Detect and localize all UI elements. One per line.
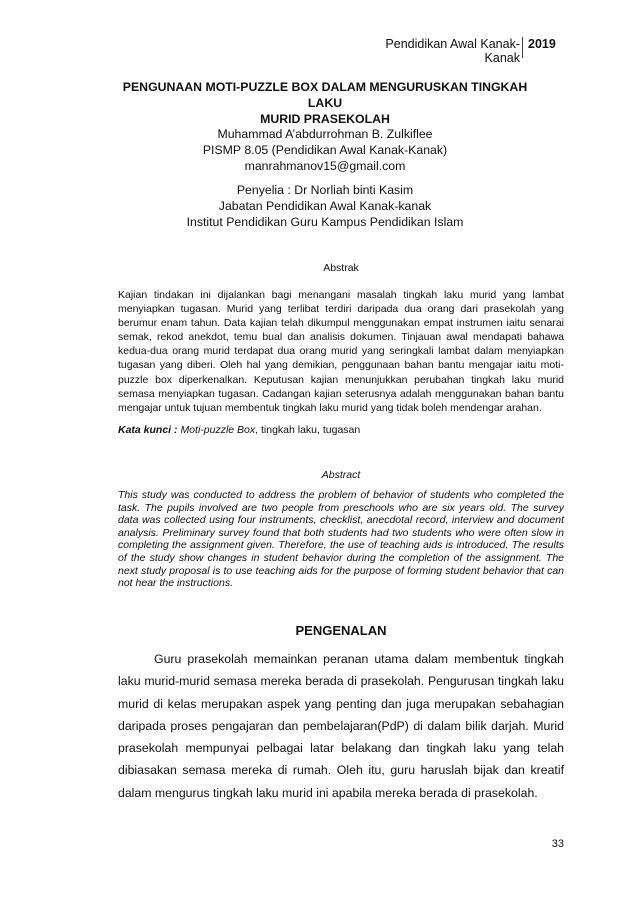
supervisor-block xyxy=(110,182,540,230)
paper-title xyxy=(110,79,540,127)
author-block xyxy=(110,126,540,174)
header-year: 2019 xyxy=(528,37,556,51)
author-name: Muhammad A’abdurrohman B. Zulkiflee xyxy=(217,127,433,141)
abstrak-heading: Abstrak xyxy=(323,262,359,274)
abstrak-text: Kajian tindakan ini dijalankan bagi menangani masalah tingkah laku murid yang lambat menyiapkan tugasan. Murid yang terlibat terdiri daripada dua orang dari prasekolah yang berumur enam tahun. Data kajian telah dikumpul menggunakan empat instrumen iaitu senarai semak, rekod anekdot, temu bual dan analisis dokumen. Tinjauan awal mendapati bahawa kedua-dua orang murid terdapat dua orang murid yang seringkali lambat dalam menyiapkan tugasan yang diberi. Oleh hal yang demikian, penggunaan bahan bantu mengajar iaitu moti-puzzle box diperkenalkan. Keputusan kajian menunjukkan perubahan tingkah laku murid semasa menyiapkan tugasan. Cadangan kajian seterusnya adalah menggunakan bahan bantu mengajar untuk tujuan membentuk tingkah laku murid yang tidak boleh mendengar arahan. xyxy=(118,289,564,414)
author-program: PISMP 8.05 (Pendidikan Awal Kanak-Kanak) xyxy=(202,143,448,157)
intro-paragraph: Guru prasekolah memainkan peranan utama dalam membentuk tingkah laku murid-murid semasa mereka berada di prasekolah. Pengurusan tingkah laku murid di kelas merupakan aspek yang penting dan juga merupakan sebahagian daripada proses pengajaran dan pembelajaran(PdP) di dalam bilik darjah. Murid prasekolah mempunyai pelbagai latar belakang dan tingkah laku yang telah dibiasakan semasa mereka di rumah. Oleh itu, guru haruslah bijak dan kreatif dalam mengurus tingkah laku murid ini apabila mereka berada di prasekolah. xyxy=(118,652,564,800)
header-divider xyxy=(522,37,523,58)
supervisor-institution: Institut Pendidikan Guru Kampus Pendidikan Islam xyxy=(186,215,464,229)
title-line-1: PENGUNAAN MOTI-PUZZLE BOX DALAM MENGURUSKAN TINGKAH LAKU xyxy=(122,80,528,110)
keywords xyxy=(118,424,564,436)
section-body xyxy=(118,648,564,804)
section-heading: PENGENALAN xyxy=(295,623,387,638)
abstract-text: This study was conducted to address the problem of behavior of students who completed the task. The pupils involved are two people from preschools who are six years old. The survey data was collected using four instruments, checklist, anecdotal record, interview and document analysis. Preliminary survey found that both students had two students who were often slow in completing the assignment given. Therefore, the use of teaching aids is introduced. The results of the study show changes in student behavior during the completion of the assignment. The next study proposal is to use teaching aids for the purpose of forming student behavior that can not hear the instructions. xyxy=(118,489,564,590)
page-number: 33 xyxy=(551,838,564,850)
supervisor-name: Penyelia : Dr Norliah binti Kasim xyxy=(236,183,414,197)
header-journal-name: Pendidikan Awal Kanak-Kanak xyxy=(385,37,520,65)
keywords-italic-term: Moti-puzzle Box xyxy=(180,424,256,436)
author-email: manrahmanov15@gmail.com xyxy=(244,159,406,173)
abstract-heading: Abstract xyxy=(321,469,361,481)
keywords-rest: , tingkah laku, tugasan xyxy=(255,424,361,436)
supervisor-department: Jabatan Pendidikan Awal Kanak-kanak xyxy=(218,199,432,213)
title-line-2: MURID PRASEKOLAH xyxy=(260,112,390,126)
keywords-label: Kata kunci : xyxy=(118,424,178,436)
